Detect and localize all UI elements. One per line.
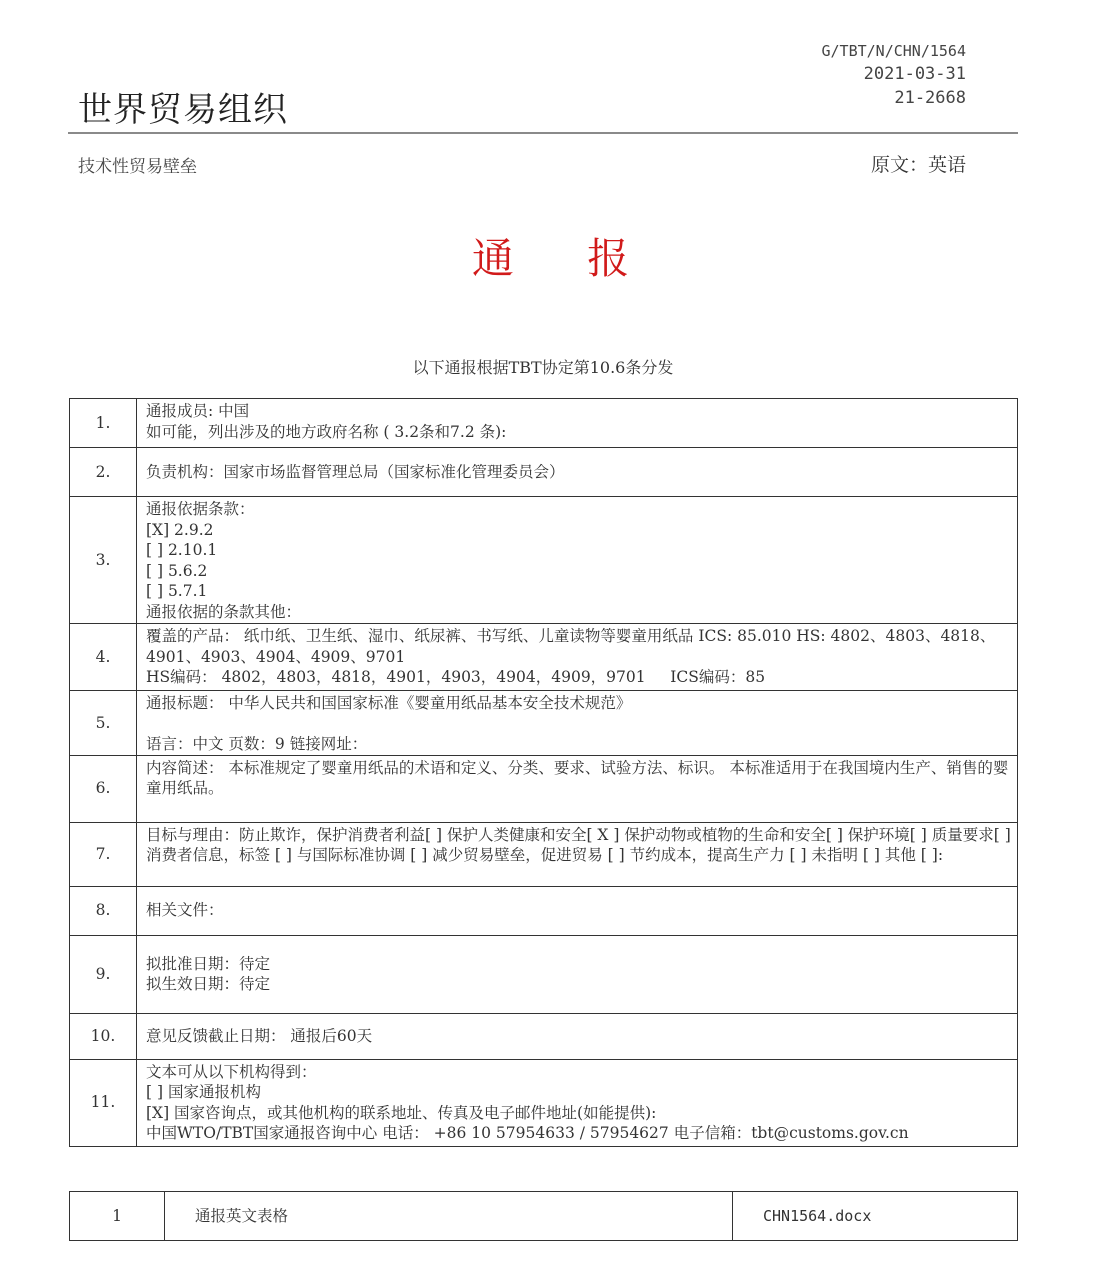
item-line: 负责机构：国家市场监督管理总局（国家标准化管理委员会） (146, 462, 565, 481)
item-number: 10. (70, 1013, 137, 1059)
item-number: 8. (70, 886, 137, 935)
item-line: 拟生效日期：待定 (146, 975, 271, 993)
organization-title: 世界贸易组织 (78, 90, 288, 130)
blank-line (146, 714, 1013, 735)
item-content (137, 691, 1018, 756)
table-row (70, 448, 1018, 497)
table-row (70, 497, 1018, 624)
item-line: 语言：中文 页数：9 链接网址： (146, 735, 368, 753)
item-content (137, 448, 1018, 497)
item-line: [X] 国家咨询点，或其他机构的联系地址、传真及电子邮件地址(如能提供): (146, 1103, 657, 1122)
item-line: HS编码： 4802，4803，4818，4901，4903，4904，4909，9701 ICS编码：85 (146, 668, 766, 686)
table-row (70, 822, 1018, 886)
item-content (137, 624, 1018, 691)
item-line: [ ] 2.10.1 (146, 541, 218, 559)
item-line: 通报依据的条款其他： (146, 602, 302, 621)
attachment-number: 1 (70, 1192, 165, 1241)
item-line: 如可能，列出涉及的地方政府名称 ( 3.2条和7.2 条): (146, 422, 507, 441)
item-number: 2. (70, 448, 137, 497)
table-row (70, 1059, 1018, 1146)
document-date: 2021-03-31 (863, 64, 966, 84)
header-divider (68, 132, 1018, 134)
attachment-table (69, 1191, 1018, 1241)
item-number: 5. (70, 691, 137, 756)
attachment-row (70, 1192, 1018, 1241)
item-content (137, 1013, 1018, 1059)
document-number: 21-2668 (894, 88, 966, 108)
item-line: [ ] 5.6.2 (146, 561, 208, 580)
notification-title: 通 报 (471, 234, 630, 283)
item-line: 内容简述： 本标准规定了婴童用纸品的术语和定义、分类、要求、试验方法、标识。 本标准适用于在我国境内生产、销售的婴童用纸品。 (146, 758, 1009, 797)
table-row (70, 624, 1018, 691)
attachment-name: 通报英文表格 (165, 1192, 733, 1241)
item-line: 中国WTO/TBT国家通报咨询中心 电话： +86 10 57954633 / 57954627 电子信箱：tbt@customs.gov.cn (146, 1124, 909, 1142)
item-content (137, 886, 1018, 935)
table-row (70, 691, 1018, 756)
table-row (70, 755, 1018, 822)
item-number: 1. (70, 399, 137, 448)
item-content (137, 935, 1018, 1013)
item-content (137, 1059, 1018, 1146)
original-language: 原文：英语 (870, 154, 966, 176)
item-line: [X] 2.9.2 (146, 520, 214, 539)
item-line: 拟批准日期：待定 (146, 954, 271, 973)
item-line: 通报成员: 中国 (146, 402, 250, 420)
document-symbol: G/TBT/N/CHN/1564 (821, 42, 966, 60)
item-number: 9. (70, 935, 137, 1013)
item-line: 通报依据条款： (146, 500, 255, 518)
attachment-file-link[interactable]: CHN1564.docx (733, 1192, 1018, 1241)
item-line: [ ] 国家通报机构 (146, 1083, 261, 1101)
item-line: 相关文件： (146, 901, 224, 920)
item-content (137, 399, 1018, 448)
item-line: 覆盖的产品： 纸巾纸、卫生纸、湿巾、纸尿裤、书写纸、儿童读物等婴童用纸品 ICS: 85.010 HS: 4802、4803、4818、4901、4903、4904、4909、9701 (146, 627, 996, 666)
item-line: [ ] 5.7.1 (146, 582, 208, 600)
notification-table (69, 398, 1018, 1147)
item-line: 文本可从以下机构得到： (146, 1062, 317, 1081)
item-line: 意见反馈截止日期： 通报后60天 (146, 1026, 373, 1045)
table-row (70, 886, 1018, 935)
item-content (137, 497, 1018, 624)
committee-name: 技术性贸易壁垒 (78, 157, 197, 177)
item-line: 目标与理由：防止欺诈，保护消费者利益[ ] 保护人类健康和安全[ X ] 保护动物或植物的生命和安全[ ] 保护环境[ ] 质量要求[ ] 消费者信息，标签 [ ] 与国际标准协调 [ ] 减少贸易壁垒，促进贸易 [ ] 节约成本，提高生产力 [ ] 未指明 [ ] 其他 [ ]: (146, 825, 1016, 864)
item-content (137, 755, 1018, 822)
table-row (70, 399, 1018, 448)
item-number: 4. (70, 624, 137, 691)
item-number: 6. (70, 755, 137, 822)
item-content (137, 822, 1018, 886)
table-row (70, 935, 1018, 1013)
table-row (70, 1013, 1018, 1059)
distribution-line: 以下通报根据TBT协定第10.6条分发 (412, 358, 674, 377)
item-number: 7. (70, 822, 137, 886)
item-number: 3. (70, 497, 137, 624)
item-line: 通报标题： 中华人民共和国国家标准《婴童用纸品基本安全技术规范》 (146, 694, 632, 712)
item-number: 11. (70, 1059, 137, 1146)
